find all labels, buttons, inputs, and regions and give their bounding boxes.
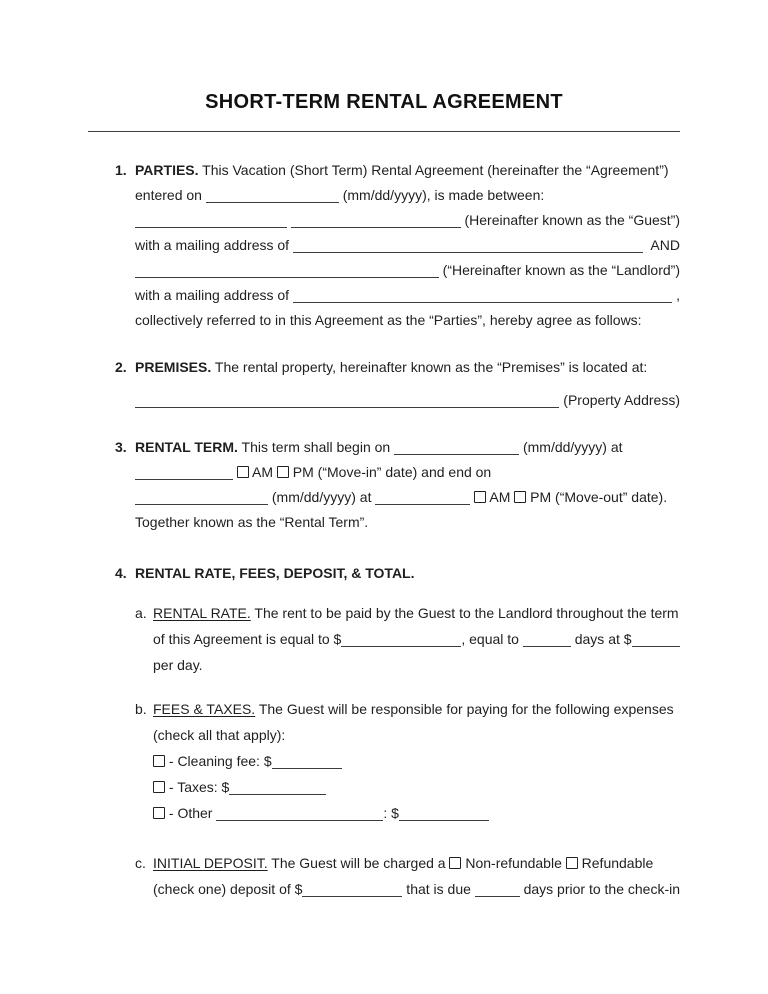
section-body	[135, 435, 680, 535]
cleaning-fee-checkbox[interactable]	[153, 755, 165, 767]
section-number: 2.	[115, 359, 127, 375]
text-run: days prior to the check-in	[519, 881, 680, 897]
taxes-checkbox[interactable]	[153, 781, 165, 793]
blank-field[interactable]	[135, 407, 559, 408]
document-line	[135, 355, 680, 380]
text-run: ,	[672, 287, 680, 303]
move-in-pm-checkbox[interactable]	[277, 466, 289, 478]
document-line	[153, 600, 680, 626]
blank-field[interactable]	[216, 820, 383, 821]
document-line	[153, 626, 680, 652]
document-line	[153, 800, 680, 826]
text-run: entered on	[135, 187, 206, 203]
text-run: with a mailing address of	[135, 287, 293, 303]
text-run: per day.	[153, 657, 203, 673]
document-line	[135, 283, 680, 308]
document-line	[135, 435, 680, 460]
blank-field[interactable]	[394, 454, 519, 455]
section-heading-text: RENTAL TERM.	[135, 439, 238, 455]
blank-field[interactable]	[291, 227, 461, 228]
blank-field[interactable]	[135, 227, 287, 228]
text-run: The Guest will be charged a	[267, 855, 450, 871]
agreement-sections	[88, 158, 680, 902]
blank-field[interactable]	[229, 794, 326, 795]
section-rental-term	[88, 435, 680, 535]
section-body	[135, 158, 680, 333]
text-run: days at $	[570, 631, 632, 647]
subitem-body	[153, 696, 680, 826]
section-heading-text: RENTAL RATE, FEES, DEPOSIT, & TOTAL.	[135, 565, 415, 581]
subitem-letter: c.	[135, 855, 146, 871]
blank-field[interactable]	[135, 277, 439, 278]
blank-field[interactable]	[341, 646, 461, 647]
document-line	[135, 233, 680, 258]
subitem-initial-deposit	[135, 850, 680, 902]
subitem-rental-rate	[135, 600, 680, 678]
document-line	[135, 460, 680, 485]
text-run: (check all that apply):	[153, 727, 286, 743]
text-run: (mm/dd/yyyy) at	[519, 439, 623, 455]
text-run: of this Agreement is equal to $	[153, 631, 342, 647]
clause-heading-text: INITIAL DEPOSIT.	[153, 855, 268, 871]
blank-field[interactable]	[293, 252, 643, 253]
document-line	[135, 308, 680, 333]
move-in-am-checkbox[interactable]	[237, 466, 249, 478]
move-out-pm-checkbox[interactable]	[514, 491, 526, 503]
subitem-letter: a.	[135, 605, 147, 621]
text-run: , equal to	[461, 631, 523, 647]
text-run: Non-refundable	[461, 855, 566, 871]
title-divider	[88, 131, 680, 132]
text-run: collectively referred to in this Agreement as the “Parties”, hereby agree as follows:	[135, 312, 642, 328]
section-body	[135, 355, 680, 413]
text-run: (mm/dd/yyyy), is made between:	[338, 187, 545, 203]
section-number: 4.	[115, 565, 127, 581]
document-line	[153, 774, 680, 800]
text-run: - Other	[165, 805, 217, 821]
text-run: with a mailing address of	[135, 237, 293, 253]
text-run: AND	[643, 237, 680, 253]
section-heading-text: PARTIES.	[135, 162, 199, 178]
text-run: This Vacation (Short Term) Rental Agreement (hereinafter the “Agreement”)	[198, 162, 669, 178]
text-run: (“Hereinafter known as the “Landlord”)	[438, 262, 680, 278]
text-run: - Taxes: $	[165, 779, 230, 795]
document-line	[153, 876, 680, 902]
text-run: AM	[248, 464, 277, 480]
subitem-body	[153, 600, 680, 678]
text-run: that is due	[402, 881, 475, 897]
non-refundable-checkbox[interactable]	[449, 857, 461, 869]
document-line	[135, 258, 680, 283]
document-line	[153, 696, 680, 722]
document-line	[135, 388, 680, 413]
section-number: 1.	[115, 162, 127, 178]
text-run: (Hereinafter known as the “Guest”)	[460, 212, 680, 228]
blank-field[interactable]	[206, 202, 339, 203]
text-run: : $	[383, 805, 399, 821]
document-line	[135, 510, 680, 535]
section-body	[135, 561, 680, 902]
section-heading-text: PREMISES.	[135, 359, 212, 375]
text-run: PM (“Move-out” date).	[526, 489, 668, 505]
text-run: The rent to be paid by the Guest to the Landlord throughout the term	[250, 605, 679, 621]
text-run: The rental property, hereinafter known as the “Premises” is located at:	[211, 359, 648, 375]
blank-field[interactable]	[135, 504, 268, 505]
other-checkbox[interactable]	[153, 807, 165, 819]
blank-field[interactable]	[632, 646, 680, 647]
move-out-am-checkbox[interactable]	[474, 491, 486, 503]
text-run: Together known as the “Rental Term”.	[135, 514, 369, 530]
document-line	[153, 850, 680, 876]
refundable-checkbox[interactable]	[566, 857, 578, 869]
text-run: AM	[486, 489, 515, 505]
document-line	[153, 748, 680, 774]
subitem-body	[153, 850, 680, 902]
blank-field[interactable]	[475, 896, 520, 897]
document-line	[135, 208, 680, 233]
text-run: This term shall begin on	[237, 439, 395, 455]
text-run: (mm/dd/yyyy) at	[268, 489, 376, 505]
section-parties	[88, 158, 680, 333]
blank-field[interactable]	[302, 896, 402, 897]
page-title: SHORT-TERM RENTAL AGREEMENT	[205, 91, 563, 113]
document-line	[135, 183, 680, 208]
clause-heading-text: RENTAL RATE.	[153, 605, 251, 621]
subitem-letter: b.	[135, 701, 147, 717]
blank-field[interactable]	[523, 646, 571, 647]
document-line	[153, 722, 680, 748]
section-number: 3.	[115, 439, 127, 455]
text-run: - Cleaning fee: $	[165, 753, 272, 769]
text-run: (Property Address)	[559, 392, 680, 408]
text-run: (check one) deposit of $	[153, 881, 303, 897]
document-line	[135, 561, 680, 586]
text-run: The Guest will be responsible for paying for the following expenses	[255, 701, 674, 717]
blank-field[interactable]	[375, 504, 470, 505]
section-rental-rate-fees-deposit-total	[88, 561, 680, 902]
blank-field[interactable]	[272, 768, 342, 769]
blank-field[interactable]	[293, 302, 672, 303]
section-premises	[88, 355, 680, 413]
blank-field[interactable]	[399, 820, 489, 821]
document-line	[135, 485, 680, 510]
subitem-fees-taxes	[135, 696, 680, 826]
document-line	[153, 652, 680, 678]
document-line	[135, 158, 680, 183]
text-run	[287, 208, 291, 233]
text-run: PM (“Move-in” date) and end on	[288, 464, 492, 480]
blank-field[interactable]	[135, 479, 233, 480]
clause-heading-text: FEES & TAXES.	[153, 701, 256, 717]
text-run: Refundable	[577, 855, 654, 871]
